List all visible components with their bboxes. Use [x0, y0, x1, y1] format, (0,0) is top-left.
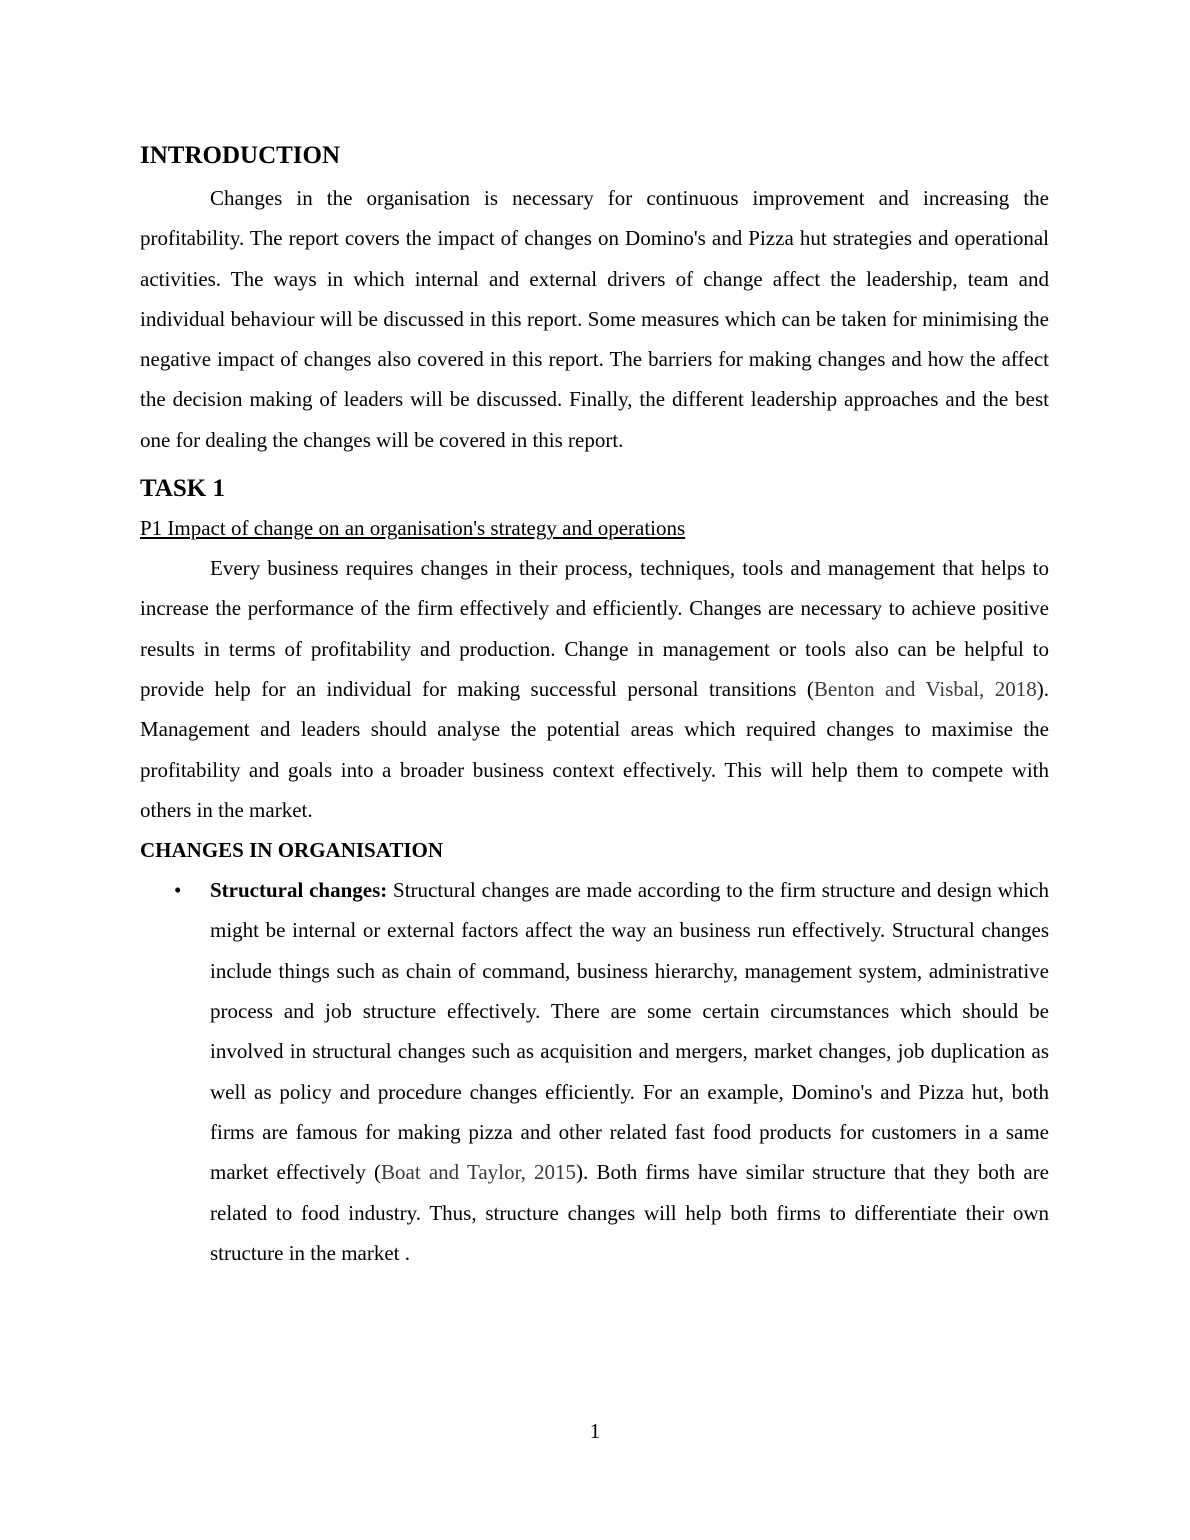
- task1-paragraph: [140, 548, 1049, 830]
- citation-benton-visbal: Benton and Visbal, 2018: [813, 676, 1037, 701]
- document-page: [140, 138, 1049, 1273]
- introduction-paragraph: Changes in the organisation is necessary for continuous improvement and increasing the profitability. The report covers the impact of changes on Domino's and Pizza hut strategies and operational activities. The ways in which internal and external drivers of change affect the leadership, team and individual behaviour will be discussed in this report. Some measures which can be taken for minimising the negative impact of changes also covered in this report. The barriers for making changes and how the affect the decision making of leaders will be discussed. Finally, the different leadership approaches and the best one for dealing the changes will be covered in this report.: [140, 186, 1049, 452]
- task1-subheading: P1 Impact of change on an organisation's strategy and operations: [140, 516, 686, 541]
- task1-heading: TASK 1: [140, 475, 225, 503]
- changes-list: [140, 870, 1049, 1273]
- task1-paragraph-part2: ). Management and leaders should analyse the potential areas which required changes to maximise the profitability and goals into a broader business context effectively. This will help them to compete with others in the market.: [140, 676, 1050, 822]
- bullet-icon: •: [174, 878, 182, 903]
- introduction-heading: INTRODUCTION: [140, 142, 341, 169]
- task1-paragraph-part1: Every business requires changes in their process, techniques, tools and management that helps to increase the performance of the firm effectively and efficiently. Changes are necessary to achieve positive results in terms of profitability and production. Change in management or tools also can be helpful to provide help for an individual for making successful personal transitions (: [140, 556, 1049, 701]
- page-number: 1: [589, 1419, 601, 1443]
- bullet-text-part2: ). Both firms have similar structure that they both are related to food industry. Thus, structure changes will help both firms to differentiate their own structure in the market .: [210, 1160, 1049, 1265]
- changes-heading: CHANGES IN ORGANISATION: [140, 838, 443, 863]
- bullet-text-part1: Structural changes are made according to the firm structure and design which might be internal or external factors affect the way an business run effectively. Structural changes include things such as chain of command, business hierarchy, management system, administrative process and job structure effectively. There are some certain circumstances which should be involved in structural changes such as acquisition and mergers, market changes, job duplication as well as policy and procedure changes efficiently. For an example, Domino's and Pizza hut, both firms are famous for making pizza and other related fast food products for customers in a same market effectively (: [210, 878, 1049, 1185]
- bullet-lead-text: Structural changes:: [210, 878, 388, 903]
- citation-boat-taylor: Boat and Taylor, 2015: [381, 1160, 577, 1185]
- list-item-structural-changes: [140, 870, 1049, 1273]
